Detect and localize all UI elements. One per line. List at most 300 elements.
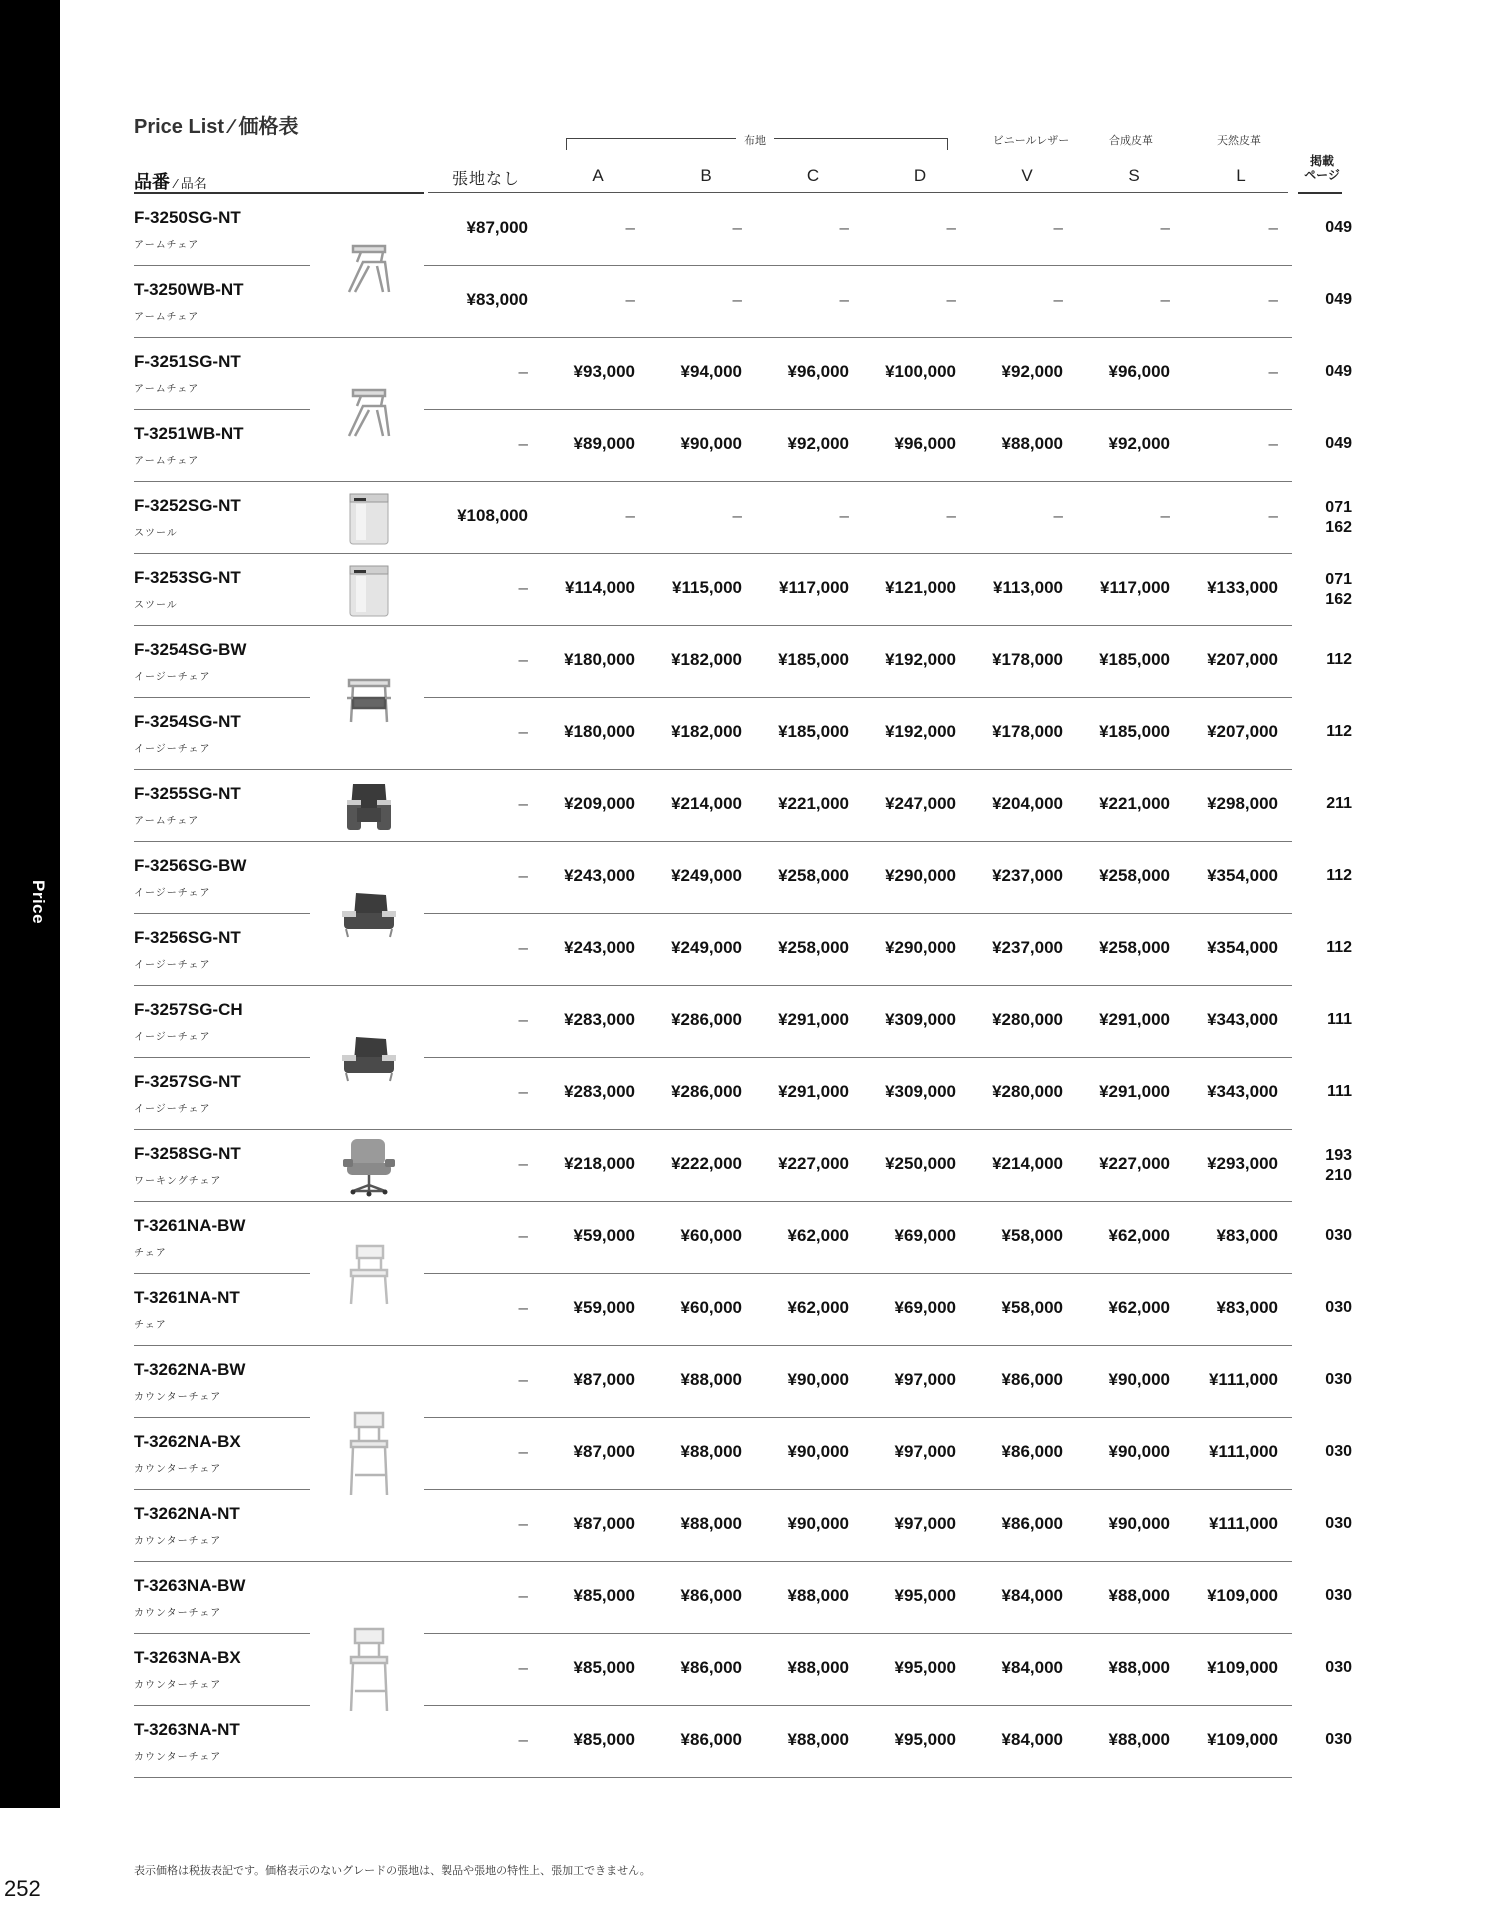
page-ref	[1306, 650, 1352, 670]
product-name: イージーチェア	[134, 960, 211, 971]
price-cell: ¥86,000	[1001, 1514, 1063, 1533]
price-cell: ¥86,000	[1001, 1442, 1063, 1461]
price-cell: ¥89,000	[573, 434, 635, 453]
product-name: カウンターチェア	[134, 1608, 222, 1619]
page-ref	[1306, 498, 1352, 538]
page-ref	[1306, 1586, 1352, 1606]
table-row	[134, 1202, 1352, 1274]
price-cell: ¥192,000	[885, 722, 956, 741]
table-row	[134, 482, 1352, 554]
price-cell: ¥92,000	[1001, 362, 1063, 381]
price-cell: –	[1160, 290, 1170, 309]
footnote: 表示価格は税抜表記です。価格表示のないグレードの張地は、製品や張地の特性上、張加工できません。	[134, 1865, 651, 1877]
price-cell: ¥88,000	[787, 1658, 849, 1677]
price-cell: ¥258,000	[1099, 938, 1170, 957]
price-cell: –	[518, 866, 528, 885]
price-cell: ¥185,000	[778, 722, 849, 741]
price-cell: –	[518, 1082, 528, 1101]
price-cell: ¥117,000	[779, 578, 849, 597]
table-row	[134, 1346, 1352, 1418]
price-cell: –	[732, 506, 742, 525]
page-ref-number: 162	[1325, 591, 1352, 608]
price-cell: ¥84,000	[1001, 1730, 1063, 1749]
price-cell: ¥93,000	[573, 362, 635, 381]
price-cell: ¥84,000	[1001, 1658, 1063, 1677]
product-code: F-3250SG-NT	[134, 208, 241, 227]
product-code: F-3255SG-NT	[134, 784, 241, 803]
col-a: A	[592, 166, 604, 185]
price-cell: ¥291,000	[778, 1082, 849, 1101]
col-page-line1: 掲載	[1309, 154, 1334, 168]
page-ref	[1306, 434, 1352, 454]
row-divider	[134, 1777, 1292, 1778]
price-cell: ¥100,000	[885, 362, 956, 381]
office-chair-icon	[334, 1130, 404, 1202]
price-cell: ¥62,000	[1108, 1226, 1170, 1245]
product-name: チェア	[134, 1320, 167, 1331]
price-cell: ¥214,000	[992, 1154, 1063, 1173]
price-cell: ¥111,000	[1208, 1514, 1278, 1533]
price-cell: ¥90,000	[787, 1370, 849, 1389]
price-cell: ¥60,000	[680, 1226, 742, 1245]
price-cell: ¥290,000	[885, 938, 956, 957]
stool-icon	[334, 554, 404, 626]
product-name: アームチェア	[134, 240, 200, 251]
price-cell: ¥90,000	[787, 1442, 849, 1461]
price-cell: –	[1053, 506, 1063, 525]
page-ref	[1306, 1730, 1352, 1750]
page-number: 252	[4, 1876, 41, 1901]
table-row	[134, 338, 1352, 410]
name-label: ∕ 品名	[175, 176, 207, 191]
product-code: T-3263NA-BX	[134, 1648, 241, 1667]
price-cell: ¥88,000	[680, 1514, 742, 1533]
price-cell: ¥354,000	[1207, 938, 1278, 957]
page-ref	[1306, 218, 1352, 238]
table-row	[134, 1130, 1352, 1202]
price-cell: –	[518, 1370, 528, 1389]
price-cell: ¥95,000	[894, 1658, 956, 1677]
header-underline-data	[428, 192, 1288, 193]
product-code: F-3252SG-NT	[134, 496, 241, 515]
price-cell: ¥87,000	[573, 1514, 635, 1533]
page-ref	[1306, 794, 1352, 814]
price-cell: ¥114,000	[565, 578, 635, 597]
product-code: T-3251WB-NT	[134, 424, 244, 443]
col-page	[1300, 154, 1344, 182]
price-cell: ¥280,000	[992, 1082, 1063, 1101]
price-cell: –	[518, 1658, 528, 1677]
price-cell: ¥62,000	[787, 1298, 849, 1317]
price-cell: ¥182,000	[671, 650, 742, 669]
page-ref-number: 112	[1326, 867, 1352, 884]
page-ref	[1306, 290, 1352, 310]
col-page-line2: ページ	[1304, 168, 1340, 182]
col-s: S	[1128, 166, 1140, 185]
price-cell: ¥58,000	[1001, 1298, 1063, 1317]
easy-chair-dark-icon	[334, 986, 404, 1130]
price-cell: –	[1268, 290, 1278, 309]
price-cell: ¥280,000	[992, 1010, 1063, 1029]
price-cell: ¥343,000	[1207, 1010, 1278, 1029]
easy-chair-dark-icon	[334, 842, 404, 986]
price-cell: ¥204,000	[992, 794, 1063, 813]
armchair-light-icon	[334, 338, 404, 482]
product-name: スツール	[134, 528, 178, 539]
page-ref-number: 049	[1325, 435, 1352, 452]
price-cell: ¥109,000	[1207, 1730, 1278, 1749]
price-cell: ¥133,000	[1207, 578, 1278, 597]
page-ref-number: 049	[1325, 219, 1352, 236]
price-cell: ¥87,000	[466, 218, 528, 237]
price-cell: –	[518, 362, 528, 381]
price-cell: ¥59,000	[573, 1226, 635, 1245]
price-cell: ¥209,000	[564, 794, 635, 813]
page-ref-number: 030	[1325, 1515, 1352, 1532]
table-row	[134, 626, 1352, 698]
price-cell: ¥117,000	[1100, 578, 1170, 597]
price-cell: ¥185,000	[778, 650, 849, 669]
col-l: L	[1236, 166, 1246, 185]
price-cell: ¥88,000	[1001, 434, 1063, 453]
price-cell: ¥85,000	[573, 1586, 635, 1605]
price-cell: ¥286,000	[671, 1082, 742, 1101]
page-ref	[1306, 1442, 1352, 1462]
page-ref-number: 071	[1325, 571, 1352, 588]
col-b: B	[700, 166, 712, 185]
price-cell: ¥178,000	[992, 650, 1063, 669]
price-cell: –	[518, 1730, 528, 1749]
page-ref	[1306, 722, 1352, 742]
product-code: T-3261NA-NT	[134, 1288, 240, 1307]
price-cell: ¥97,000	[894, 1370, 956, 1389]
price-cell: –	[732, 218, 742, 237]
col-d: D	[913, 166, 927, 185]
price-cell: ¥222,000	[671, 1154, 742, 1173]
page-ref-number: 030	[1325, 1227, 1352, 1244]
price-cell: ¥291,000	[1099, 1010, 1170, 1029]
page-ref-number: 030	[1325, 1731, 1352, 1748]
product-name: イージーチェア	[134, 1104, 211, 1115]
page-ref-number: 030	[1325, 1443, 1352, 1460]
price-cell: –	[839, 218, 849, 237]
price-cell: ¥290,000	[885, 866, 956, 885]
page-ref	[1306, 1514, 1352, 1534]
product-code: F-3251SG-NT	[134, 352, 241, 371]
price-cell: ¥90,000	[680, 434, 742, 453]
page-ref-number: 030	[1325, 1299, 1352, 1316]
price-cell: ¥182,000	[671, 722, 742, 741]
price-cell: –	[518, 1154, 528, 1173]
price-cell: –	[946, 506, 956, 525]
product-code: F-3254SG-BW	[134, 640, 247, 659]
product-name: スツール	[134, 600, 178, 611]
table-row	[134, 410, 1352, 482]
table-row	[134, 266, 1352, 338]
price-cell: ¥96,000	[787, 362, 849, 381]
page-ref	[1306, 1226, 1352, 1246]
price-cell: ¥62,000	[787, 1226, 849, 1245]
price-cell: ¥69,000	[894, 1298, 956, 1317]
product-name: カウンターチェア	[134, 1392, 222, 1403]
side-label: Price	[29, 880, 48, 925]
page-ref-number: 030	[1325, 1371, 1352, 1388]
price-cell: ¥298,000	[1207, 794, 1278, 813]
price-cell: ¥121,000	[885, 578, 956, 597]
page-ref-number: 211	[1326, 795, 1352, 812]
price-cell: ¥97,000	[894, 1514, 956, 1533]
price-cell: ¥86,000	[680, 1730, 742, 1749]
price-cell: –	[518, 1298, 528, 1317]
counter-chair-icon	[334, 1562, 404, 1778]
price-cell: ¥111,000	[1208, 1442, 1278, 1461]
price-cell: ¥88,000	[680, 1370, 742, 1389]
page-ref-number: 111	[1327, 1083, 1352, 1100]
price-cell: –	[518, 1226, 528, 1245]
product-code: F-3258SG-NT	[134, 1144, 241, 1163]
price-cell: ¥109,000	[1207, 1586, 1278, 1605]
price-cell: ¥249,000	[671, 866, 742, 885]
table-row	[134, 1274, 1352, 1346]
price-cell: –	[839, 506, 849, 525]
table-row	[134, 986, 1352, 1058]
price-cell: ¥86,000	[680, 1586, 742, 1605]
armchair-light-icon	[334, 194, 404, 338]
chair-white-icon	[334, 1202, 404, 1346]
price-cell: ¥354,000	[1207, 866, 1278, 885]
product-name: チェア	[134, 1248, 167, 1259]
price-cell: ¥309,000	[885, 1010, 956, 1029]
price-cell: ¥237,000	[992, 866, 1063, 885]
price-cell: ¥90,000	[787, 1514, 849, 1533]
product-code: F-3256SG-BW	[134, 856, 247, 875]
price-cell: ¥237,000	[992, 938, 1063, 957]
table-row	[134, 1058, 1352, 1130]
price-cell: –	[518, 578, 528, 597]
price-cell: ¥243,000	[564, 938, 635, 957]
page-ref-number: 071	[1325, 499, 1352, 516]
product-name: イージーチェア	[134, 744, 211, 755]
group-synthetic: 合成皮革	[1109, 135, 1153, 147]
product-name: ワーキングチェア	[134, 1176, 222, 1187]
price-cell: ¥227,000	[1099, 1154, 1170, 1173]
price-cell: –	[518, 1586, 528, 1605]
price-cell: ¥291,000	[778, 1010, 849, 1029]
col-v: V	[1021, 166, 1033, 185]
table-row	[134, 1634, 1352, 1706]
easy-chair-light-icon	[334, 626, 404, 770]
price-cell: ¥343,000	[1207, 1082, 1278, 1101]
price-cell: ¥286,000	[671, 1010, 742, 1029]
table-row	[134, 842, 1352, 914]
page-ref	[1306, 362, 1352, 382]
table-row	[134, 1562, 1352, 1634]
price-cell: ¥178,000	[992, 722, 1063, 741]
page-ref-number: 112	[1326, 723, 1352, 740]
price-cell: ¥207,000	[1207, 722, 1278, 741]
product-code: F-3253SG-NT	[134, 568, 241, 587]
price-cell: –	[518, 938, 528, 957]
price-cell: ¥95,000	[894, 1730, 956, 1749]
page-title: Price List ∕ 価格表	[134, 116, 299, 138]
price-cell: ¥185,000	[1099, 722, 1170, 741]
code-label: 品番	[134, 172, 170, 192]
product-name: イージーチェア	[134, 672, 211, 683]
price-cell: ¥250,000	[885, 1154, 956, 1173]
price-cell: –	[518, 1442, 528, 1461]
page-ref	[1306, 1298, 1352, 1318]
price-cell: ¥88,000	[787, 1586, 849, 1605]
page-ref-number: 049	[1325, 291, 1352, 308]
page-ref-number: 049	[1325, 363, 1352, 380]
price-cell: ¥258,000	[778, 938, 849, 957]
product-code: F-3254SG-NT	[134, 712, 241, 731]
price-cell: –	[518, 434, 528, 453]
price-cell: –	[1268, 506, 1278, 525]
price-cell: ¥258,000	[1099, 866, 1170, 885]
price-cell: ¥293,000	[1207, 1154, 1278, 1173]
price-cell: ¥87,000	[573, 1442, 635, 1461]
stool-icon	[334, 482, 404, 554]
product-name: カウンターチェア	[134, 1464, 222, 1475]
price-cell: –	[625, 290, 635, 309]
price-cell: –	[1268, 434, 1278, 453]
product-code: F-3257SG-NT	[134, 1072, 241, 1091]
price-cell: ¥83,000	[1216, 1226, 1278, 1245]
price-table	[134, 194, 1352, 1778]
price-cell: ¥207,000	[1207, 650, 1278, 669]
price-cell: –	[1268, 362, 1278, 381]
product-code: T-3263NA-NT	[134, 1720, 240, 1739]
page-ref	[1306, 1082, 1352, 1102]
price-cell: ¥283,000	[564, 1010, 635, 1029]
product-name: アームチェア	[134, 384, 200, 395]
code-header	[134, 168, 207, 194]
price-cell: ¥243,000	[564, 866, 635, 885]
price-cell: –	[518, 1010, 528, 1029]
price-cell: ¥88,000	[1108, 1658, 1170, 1677]
price-cell: ¥227,000	[778, 1154, 849, 1173]
price-cell: ¥94,000	[680, 362, 742, 381]
price-cell: ¥96,000	[894, 434, 956, 453]
table-row	[134, 914, 1352, 986]
price-cell: ¥84,000	[1001, 1586, 1063, 1605]
page-ref	[1306, 866, 1352, 886]
price-cell: ¥86,000	[680, 1658, 742, 1677]
price-cell: ¥88,000	[1108, 1730, 1170, 1749]
page-ref-number: 162	[1325, 519, 1352, 536]
armchair-dark-icon	[334, 770, 404, 842]
price-cell: ¥180,000	[564, 650, 635, 669]
product-code: F-3256SG-NT	[134, 928, 241, 947]
price-cell: ¥221,000	[778, 794, 849, 813]
price-cell: ¥113,000	[993, 578, 1063, 597]
price-cell: ¥88,000	[1108, 1586, 1170, 1605]
product-name: イージーチェア	[134, 1032, 211, 1043]
price-cell: ¥192,000	[885, 650, 956, 669]
product-name: カウンターチェア	[134, 1752, 222, 1763]
price-cell: –	[732, 290, 742, 309]
group-vinyl: ビニールレザー	[992, 135, 1070, 147]
price-cell: –	[839, 290, 849, 309]
price-cell: ¥185,000	[1099, 650, 1170, 669]
price-cell: ¥88,000	[680, 1442, 742, 1461]
price-cell: ¥291,000	[1099, 1082, 1170, 1101]
group-leather: 天然皮革	[1217, 135, 1261, 147]
table-row	[134, 554, 1352, 626]
product-name: イージーチェア	[134, 888, 211, 899]
page-ref	[1306, 1146, 1352, 1186]
product-code: T-3263NA-BW	[134, 1576, 246, 1595]
price-cell: ¥62,000	[1108, 1298, 1170, 1317]
price-cell: –	[518, 794, 528, 813]
table-row	[134, 1490, 1352, 1562]
page-ref-number: 111	[1327, 1011, 1352, 1028]
product-code: T-3250WB-NT	[134, 280, 244, 299]
table-row	[134, 1706, 1352, 1778]
price-cell: ¥95,000	[894, 1586, 956, 1605]
product-code: T-3261NA-BW	[134, 1216, 246, 1235]
product-code: F-3257SG-CH	[134, 1000, 243, 1019]
price-cell: –	[946, 290, 956, 309]
product-name: カウンターチェア	[134, 1680, 222, 1691]
table-row	[134, 770, 1352, 842]
price-cell: ¥108,000	[457, 506, 528, 525]
page-ref-number: 112	[1326, 651, 1352, 668]
price-cell: –	[1160, 218, 1170, 237]
product-name: アームチェア	[134, 816, 200, 827]
price-cell: ¥90,000	[1108, 1370, 1170, 1389]
page-ref	[1306, 570, 1352, 610]
price-cell: ¥60,000	[680, 1298, 742, 1317]
price-cell: ¥86,000	[1001, 1370, 1063, 1389]
table-row	[134, 698, 1352, 770]
price-cell: ¥59,000	[573, 1298, 635, 1317]
price-cell: ¥97,000	[894, 1442, 956, 1461]
product-code: T-3262NA-NT	[134, 1504, 240, 1523]
price-cell: ¥92,000	[787, 434, 849, 453]
price-cell: ¥92,000	[1108, 434, 1170, 453]
table-row	[134, 1418, 1352, 1490]
product-name: アームチェア	[134, 312, 200, 323]
price-cell: ¥249,000	[671, 938, 742, 957]
price-cell: –	[1053, 290, 1063, 309]
price-cell: –	[625, 506, 635, 525]
page-ref	[1306, 1010, 1352, 1030]
price-cell: ¥90,000	[1108, 1442, 1170, 1461]
page-ref-number: 030	[1325, 1587, 1352, 1604]
price-cell: ¥88,000	[787, 1730, 849, 1749]
price-cell: –	[1053, 218, 1063, 237]
product-name: カウンターチェア	[134, 1536, 222, 1547]
page-ref	[1306, 938, 1352, 958]
price-cell: ¥83,000	[466, 290, 528, 309]
product-code: T-3262NA-BW	[134, 1360, 246, 1379]
price-cell: –	[625, 218, 635, 237]
price-cell: ¥258,000	[778, 866, 849, 885]
page-ref	[1306, 1370, 1352, 1390]
product-code: T-3262NA-BX	[134, 1432, 241, 1451]
price-cell: ¥83,000	[1216, 1298, 1278, 1317]
price-cell: ¥283,000	[564, 1082, 635, 1101]
price-cell: ¥90,000	[1108, 1514, 1170, 1533]
price-cell: ¥221,000	[1099, 794, 1170, 813]
group-fabric: 布地	[744, 135, 766, 147]
page-ref	[1306, 1658, 1352, 1678]
price-cell: –	[518, 722, 528, 741]
price-cell: ¥180,000	[564, 722, 635, 741]
price-cell: ¥247,000	[885, 794, 956, 813]
